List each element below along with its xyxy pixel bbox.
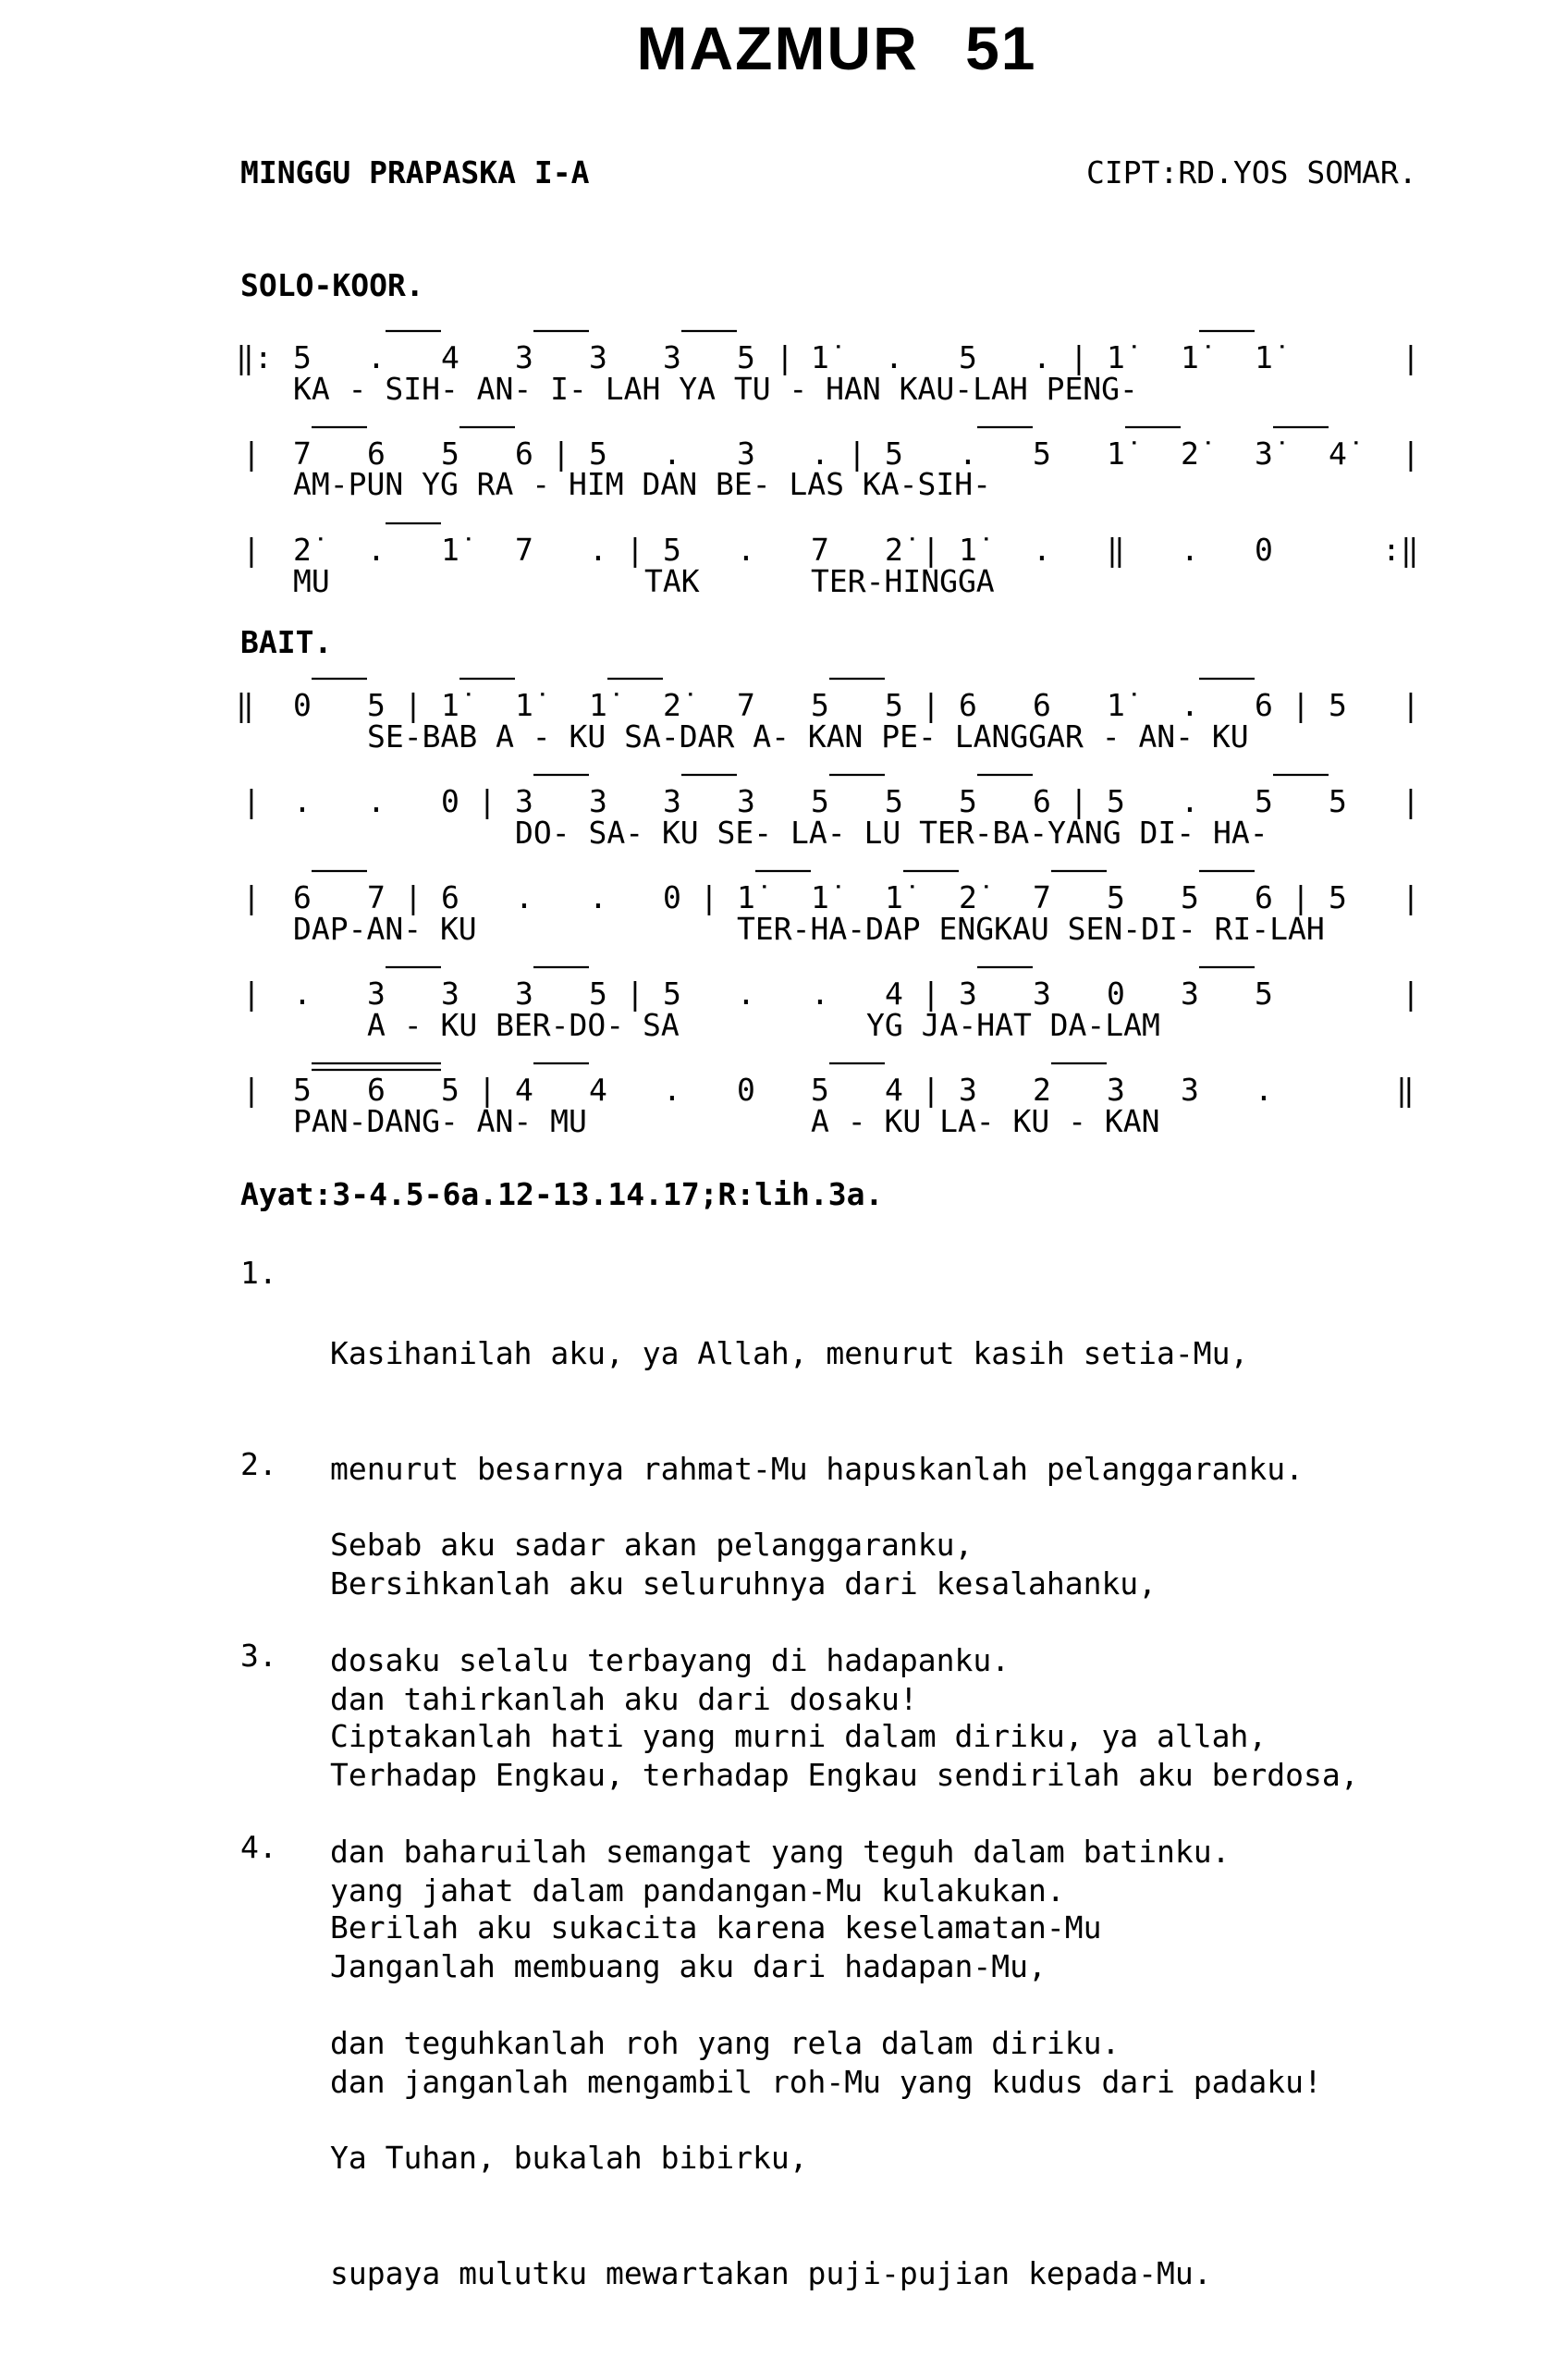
- svg-text:1̇: 1̇: [811, 339, 829, 375]
- svg-text:SE-BAB A - KU SA-DAR A- KAN: SE-BAB A - KU SA-DAR A- KAN PE- LANGGAR - AN- KU: [367, 718, 1249, 755]
- svg-text:3: 3: [441, 976, 459, 1012]
- svg-text:|: |: [1292, 879, 1310, 915]
- svg-text:|: |: [700, 879, 718, 915]
- svg-text:TAK: TAK: [644, 563, 700, 599]
- svg-text:.: .: [515, 879, 533, 915]
- svg-text:6: 6: [515, 436, 533, 472]
- svg-text:3: 3: [589, 339, 607, 375]
- svg-text:3: 3: [515, 339, 533, 375]
- svg-text:3: 3: [663, 783, 681, 819]
- svg-text:|: |: [1402, 339, 1420, 375]
- svg-text:7: 7: [1033, 879, 1051, 915]
- stanza-number: 2.: [240, 1446, 277, 1482]
- stanza-line: dan tahirkanlah aku dari dosaku!: [330, 1680, 918, 1717]
- svg-text:|: |: [1402, 436, 1420, 472]
- svg-text:.: .: [293, 976, 312, 1012]
- svg-text:1̇: 1̇: [811, 879, 829, 915]
- svg-text:1̇: 1̇: [1107, 436, 1125, 472]
- svg-text:|: |: [922, 532, 940, 568]
- verse-score: [0, 0, 1568, 1165]
- svg-text:5: 5: [737, 339, 755, 375]
- svg-text:3: 3: [737, 783, 755, 819]
- svg-text:TER-HA-DAP ENGKAU SEN-DI- RI: TER-HA-DAP ENGKAU SEN-DI- RI-LAH: [737, 911, 1325, 947]
- svg-text:‖: ‖: [1396, 1072, 1415, 1108]
- stanza-line: dan baharuilah semangat yang teguh dalam batinku.: [330, 1833, 1231, 1870]
- svg-text:|: |: [242, 976, 261, 1012]
- occasion-label: MINGGU PRAPASKA I-A: [240, 154, 590, 190]
- svg-text:.: .: [367, 783, 386, 819]
- svg-text:6: 6: [367, 436, 386, 472]
- svg-text:5: 5: [1033, 436, 1051, 472]
- svg-text:|: |: [242, 532, 261, 568]
- svg-text:5: 5: [959, 783, 977, 819]
- stanza-line: dan janganlah mengambil roh-Mu yang kudus dari padaku!: [330, 2063, 1322, 2100]
- svg-text:0: 0: [1255, 532, 1273, 568]
- svg-text:5: 5: [663, 532, 681, 568]
- svg-text::‖: :‖: [1382, 532, 1419, 568]
- svg-text:2̇: 2̇: [293, 532, 312, 568]
- verse-line-5: [242, 1063, 1415, 1139]
- svg-text:A - KU LA- KU - KAN: A - KU LA- KU - KAN: [811, 1103, 1160, 1139]
- svg-text:|: |: [242, 879, 261, 915]
- svg-text:5: 5: [293, 339, 312, 375]
- svg-text:|: |: [1070, 783, 1088, 819]
- svg-text:|: |: [1402, 783, 1420, 819]
- verse-line-4: [242, 967, 1420, 1043]
- svg-text:3: 3: [959, 1072, 977, 1108]
- svg-text:6: 6: [959, 687, 977, 723]
- svg-text:|: |: [776, 339, 794, 375]
- svg-text:3: 3: [1181, 976, 1199, 1012]
- stanza-line: Bersihkanlah aku seluruhnya dari kesalahanku,: [330, 1565, 1158, 1602]
- svg-text:5: 5: [663, 976, 681, 1012]
- svg-text:5: 5: [1329, 879, 1347, 915]
- lyrics-row: KA - SIH- AN- I- LAH YA TU - HAN KAU-LAH PENG-: [293, 371, 1138, 407]
- svg-text:5: 5: [441, 436, 459, 472]
- svg-text:.: .: [663, 1072, 681, 1108]
- svg-text:2̇: 2̇: [663, 687, 681, 723]
- svg-text:0: 0: [663, 879, 681, 915]
- svg-text:|: |: [848, 436, 866, 472]
- svg-text:‖: ‖: [236, 687, 254, 723]
- svg-text:3: 3: [1033, 976, 1051, 1012]
- stanza-number: 1.: [240, 1255, 277, 1291]
- svg-text:.: .: [811, 976, 829, 1012]
- svg-text:|: |: [1402, 976, 1420, 1012]
- verses-reference: Ayat:3-4.5-6a.12-13.14.17;R:lih.3a.: [240, 1176, 884, 1212]
- notes-row: ‖:: [236, 339, 273, 375]
- svg-text:7: 7: [515, 532, 533, 568]
- svg-text:1̇: 1̇: [959, 532, 977, 568]
- svg-text:4: 4: [589, 1072, 607, 1108]
- svg-text:6: 6: [293, 879, 312, 915]
- svg-text:3: 3: [663, 339, 681, 375]
- verse-line-1: [236, 679, 1420, 755]
- svg-text:.: .: [1181, 532, 1199, 568]
- svg-text:1̇: 1̇: [441, 687, 459, 723]
- composer-credit: CIPT:RD.YOS SOMAR.: [1086, 154, 1417, 190]
- svg-text:‖: ‖: [1107, 532, 1125, 568]
- svg-text:5: 5: [589, 436, 607, 472]
- svg-text:5: 5: [1107, 783, 1125, 819]
- svg-text:.: .: [1255, 1072, 1273, 1108]
- svg-text:4: 4: [515, 1072, 533, 1108]
- svg-text:.: .: [663, 436, 681, 472]
- svg-text:1̇: 1̇: [737, 879, 755, 915]
- svg-text:|: |: [922, 976, 940, 1012]
- stanza-line: Ciptakanlah hati yang murni dalam diriku, ya allah,: [330, 1718, 1268, 1754]
- svg-text:.: .: [1181, 783, 1199, 819]
- stanza-line: Berilah aku sukacita karena keselamatan-Mu: [330, 1909, 1102, 1946]
- svg-text:|: |: [404, 879, 423, 915]
- svg-text:4: 4: [885, 1072, 903, 1108]
- svg-text:5: 5: [885, 783, 903, 819]
- svg-text:3: 3: [1107, 1072, 1125, 1108]
- stanza-text: [330, 1832, 1212, 2369]
- svg-text:A - KU BER-DO- SA: A - KU BER-DO- SA: [367, 1007, 680, 1043]
- svg-text:5: 5: [885, 436, 903, 472]
- svg-text:3: 3: [589, 783, 607, 819]
- svg-text:0: 0: [293, 687, 312, 723]
- svg-text:6: 6: [1255, 687, 1273, 723]
- svg-text:3: 3: [515, 976, 533, 1012]
- svg-text:5: 5: [1255, 976, 1273, 1012]
- svg-text:PAN-DANG- AN- MU: PAN-DANG- AN- MU: [293, 1103, 587, 1139]
- svg-text:.: .: [1033, 532, 1051, 568]
- svg-text:0: 0: [441, 783, 459, 819]
- svg-text:|: |: [404, 687, 423, 723]
- svg-text:2̇: 2̇: [959, 879, 977, 915]
- svg-text:.: .: [293, 783, 312, 819]
- svg-text:5: 5: [811, 1072, 829, 1108]
- svg-text:|: |: [242, 436, 261, 472]
- svg-text:7: 7: [367, 879, 386, 915]
- svg-text:6: 6: [1033, 783, 1051, 819]
- svg-text:5: 5: [367, 687, 386, 723]
- page-title: MAZMUR 51: [636, 14, 1037, 82]
- svg-text:5: 5: [811, 783, 829, 819]
- svg-text:3: 3: [959, 976, 977, 1012]
- svg-text:5: 5: [885, 687, 903, 723]
- svg-text:6: 6: [367, 1072, 386, 1108]
- svg-text:2: 2: [1033, 1072, 1051, 1108]
- svg-text:|: |: [242, 1072, 261, 1108]
- svg-text:5: 5: [1329, 783, 1347, 819]
- stanza-line: dan teguhkanlah roh yang rela dalam diriku.: [330, 2024, 1121, 2061]
- svg-text:3: 3: [737, 436, 755, 472]
- svg-text:|: |: [922, 1072, 940, 1108]
- svg-text:1̇: 1̇: [589, 687, 607, 723]
- svg-text:1̇: 1̇: [441, 532, 459, 568]
- svg-text:|: |: [626, 532, 644, 568]
- stanza-line: yang jahat dalam pandangan-Mu kulakukan.: [330, 1872, 1065, 1909]
- svg-text:0: 0: [1107, 976, 1125, 1012]
- stanza-line: Sebab aku sadar akan pelanggaranku,: [330, 1527, 974, 1563]
- svg-text:.: .: [1181, 687, 1199, 723]
- svg-text:5: 5: [1329, 687, 1347, 723]
- svg-text:.: .: [737, 976, 755, 1012]
- svg-text:1̇: 1̇: [1181, 339, 1199, 375]
- svg-text:|: |: [1292, 687, 1310, 723]
- stanza-line: Ya Tuhan, bukalah bibirku,: [330, 2140, 808, 2176]
- svg-text:5: 5: [1255, 783, 1273, 819]
- stanza-line: Kasihanilah aku, ya Allah, menurut kasih setia-Mu,: [330, 1335, 1249, 1371]
- svg-text:1̇: 1̇: [515, 687, 533, 723]
- svg-text:.: .: [367, 339, 386, 375]
- svg-text:5: 5: [293, 1072, 312, 1108]
- svg-text:1̇: 1̇: [1255, 339, 1273, 375]
- svg-text:|: |: [478, 1072, 496, 1108]
- stanza-line: Terhadap Engkau, terhadap Engkau sendirilah aku berdosa,: [330, 1757, 1359, 1793]
- svg-text:7: 7: [811, 532, 829, 568]
- svg-text:|: |: [922, 687, 940, 723]
- svg-text:AM-PUN YG RA - HIM D: AM-PUN YG RA - HIM DAN BE- LAS KA-SIH-: [293, 466, 991, 502]
- svg-text:.: .: [737, 532, 755, 568]
- svg-text:1̇: 1̇: [1107, 687, 1125, 723]
- svg-text:|: |: [1402, 879, 1420, 915]
- svg-text:4̇: 4̇: [1329, 436, 1347, 472]
- svg-text:DAP-AN- KU: DAP-AN- KU: [293, 911, 477, 947]
- svg-text:MU: MU: [293, 563, 330, 599]
- svg-text:|: |: [1070, 339, 1088, 375]
- verse-heading: BAIT.: [240, 624, 333, 660]
- svg-text:.: .: [589, 532, 607, 568]
- svg-text:0: 0: [737, 1072, 755, 1108]
- svg-text:TER-HINGGA: TER-HINGGA: [811, 563, 995, 599]
- svg-text:|: |: [242, 783, 261, 819]
- svg-text:4: 4: [441, 339, 459, 375]
- svg-text:|: |: [552, 436, 570, 472]
- svg-text:5: 5: [589, 976, 607, 1012]
- stanza-line: Janganlah membuang aku dari hadapan-Mu,: [330, 1948, 1047, 1984]
- svg-text:5: 5: [811, 687, 829, 723]
- svg-text:3: 3: [1181, 1072, 1199, 1108]
- svg-text:3: 3: [367, 976, 386, 1012]
- verse-line-2: [242, 775, 1420, 851]
- svg-text:7: 7: [293, 436, 312, 472]
- svg-text:DO- SA- KU SE- LA- LU TER-BA: DO- SA- KU SE- LA- LU TER-BA-YANG DI- HA-: [515, 815, 1268, 851]
- svg-text:1̇: 1̇: [1107, 339, 1125, 375]
- svg-text:6: 6: [441, 879, 459, 915]
- svg-text:3̇: 3̇: [1255, 436, 1273, 472]
- stanza-line: dosaku selalu terbayang di hadapanku.: [330, 1641, 1011, 1678]
- svg-text:3: 3: [515, 783, 533, 819]
- verse-line-3: [242, 871, 1420, 947]
- svg-text:|: |: [1402, 687, 1420, 723]
- svg-text:|: |: [478, 783, 496, 819]
- svg-text:.: .: [367, 532, 386, 568]
- svg-text:.: .: [589, 879, 607, 915]
- refrain-heading: SOLO-KOOR.: [240, 267, 424, 303]
- stanza-number: 3.: [240, 1638, 277, 1674]
- svg-text:.: .: [885, 339, 903, 375]
- svg-text:5: 5: [441, 1072, 459, 1108]
- stanza-line: supaya mulutku mewartakan puji-pujian kepada-Mu.: [330, 2254, 1212, 2291]
- svg-text:2̇: 2̇: [1181, 436, 1199, 472]
- stanza-number: 4.: [240, 1829, 277, 1865]
- svg-text:5: 5: [1107, 879, 1125, 915]
- svg-text:6: 6: [1255, 879, 1273, 915]
- svg-text:YG JA-HAT DA-LAM: YG JA-HAT DA-LAM: [866, 1007, 1160, 1043]
- stanza-line: menurut besarnya rahmat-Mu hapuskanlah pelanggaranku.: [330, 1450, 1304, 1487]
- svg-text:5: 5: [959, 339, 977, 375]
- svg-text:|: |: [626, 976, 644, 1012]
- svg-text:4: 4: [885, 976, 903, 1012]
- svg-text:5: 5: [1181, 879, 1199, 915]
- svg-text:.: .: [959, 436, 977, 472]
- svg-text:6: 6: [1033, 687, 1051, 723]
- svg-text:.: .: [1033, 339, 1051, 375]
- svg-text:7: 7: [737, 687, 755, 723]
- svg-text:1̇: 1̇: [885, 879, 903, 915]
- svg-text:2̇: 2̇: [885, 532, 903, 568]
- svg-text:.: .: [811, 436, 829, 472]
